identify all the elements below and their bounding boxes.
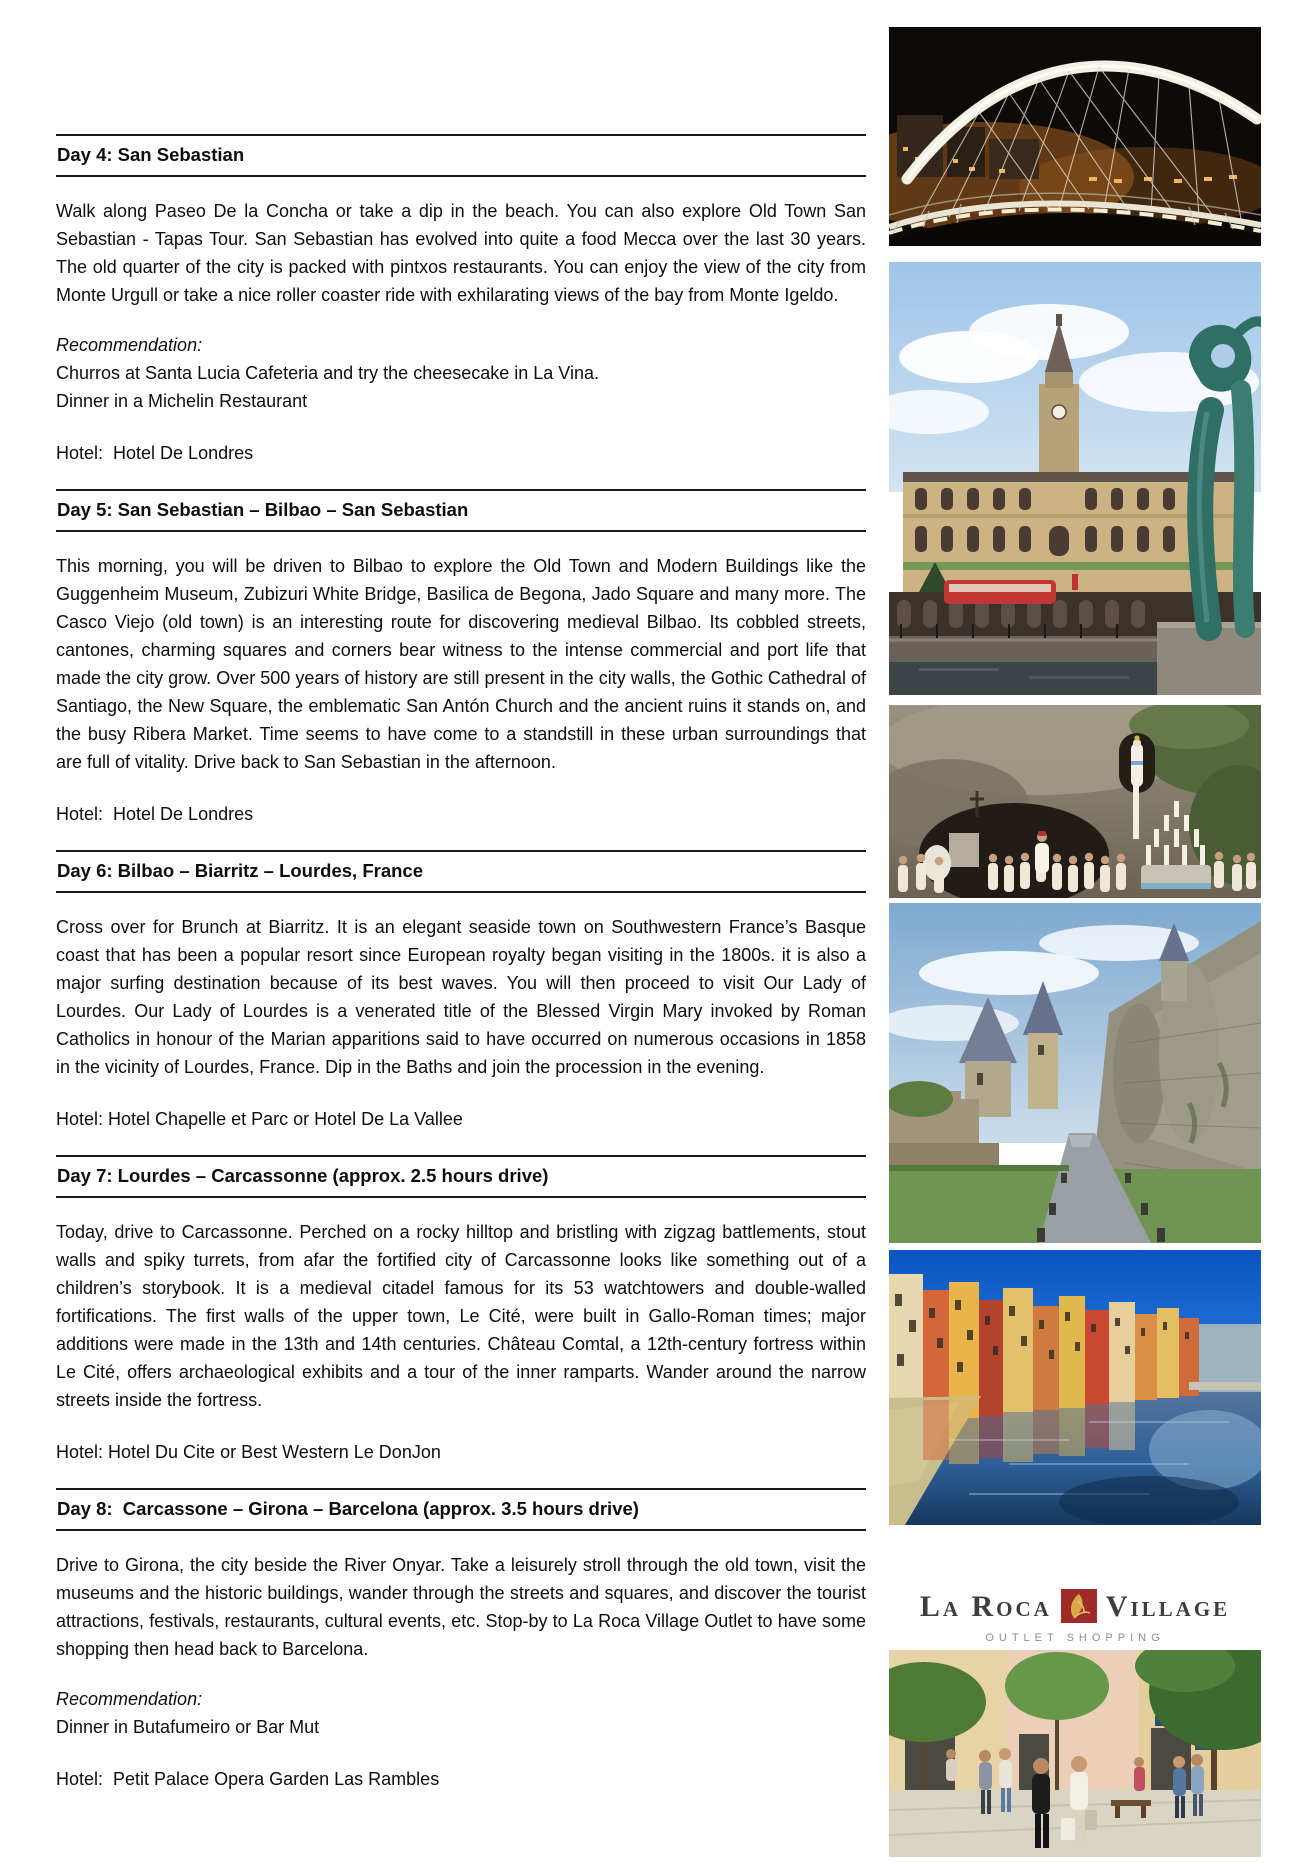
laroca-tagline: OUTLET SHOPPING xyxy=(985,1632,1165,1644)
day-8-hotel: Hotel: Petit Palace Opera Garden Las Rambles xyxy=(56,1769,440,1789)
day-6-hotel: Hotel: Hotel Chapelle et Parc or Hotel De La Vallee xyxy=(56,1109,463,1129)
day-5-section xyxy=(56,489,866,828)
day-8-section xyxy=(56,1488,866,1793)
laroca-wordmark-right: Village xyxy=(1105,1590,1231,1623)
day-4-description: Walk along Paseo De la Concha or take a dip in the beach. You can also explore Old Town San Sebastian - Tapas Tour. San Sebastian has evolved into quite a food Mecca over the last 30 years. The old quarter of the city is packed with pintxos restaurants. You can enjoy the view of the city from Monte Urgull or take a nice roller coaster ride with exhilarating views of the bay from Monte Igeldo. xyxy=(56,201,866,305)
day-8-description: Drive to Girona, the city beside the River Onyar. Take a leisurely stroll through the old town, visit the museums and the historic buildings, wander through the streets and squares, and discover the tourist attractions, festivals, restaurants, cultural events, etc. Stop-by to La Roca Village Outlet to have some shopping then head back to Barcelona. xyxy=(56,1555,866,1659)
day-4-section xyxy=(56,134,866,467)
day-4-header: Day 4: San Sebastian xyxy=(56,134,866,177)
photo-bilbao-city-hall-sculpture xyxy=(889,262,1261,695)
day-5-hotel: Hotel: Hotel De Londres xyxy=(56,804,254,824)
day-7-section xyxy=(56,1155,866,1466)
day-8-recommendation xyxy=(56,1685,866,1741)
photo-laroca-shopping-street xyxy=(889,1650,1261,1857)
recommendation-line: Dinner in Butafumeiro or Bar Mut xyxy=(56,1717,320,1737)
day-7-description: Today, drive to Carcassonne. Perched on a rocky hilltop and bristling with zigzag battlements, stout walls and spiky turrets, from afar the fortified city of Carcassonne looks like something out of a children’s storybook. It is a medieval citadel famous for its 53 watchtowers and double-walled fortifications. The first walls of the upper town, Le Cité, were built in Gallo-Roman times; major additions were made in the 13th and 14th centuries. Château Comtal, a 12th-century fortress within Le Cité, offers archaeological exhibits and a tour of the inner ramparts. Wander around the narrow streets inside the fortress. xyxy=(56,1222,866,1410)
day-5-description: This morning, you will be driven to Bilbao to explore the Old Town and Modern Buildings like the Guggenheim Museum, Zubizuri White Bridge, Basilica de Begona, Jado Square and many more. The Casco Viejo (old town) is an interesting route for discovering medieval Bilbao. Its cobbled streets, cantones, charming squares and corners bear witness to the intense commercial and port life that made the city grow. Over 500 years of history are still present in the city walls, the Gothic Cathedral of Santiago, the New Square, the emblematic San Antón Church and the ancient ruins it stands on, and the busy Ribera Market. Time seems to have come to a standstill in these urban surroundings that are full of vitality. Drive back to San Sebastian in the afternoon. xyxy=(56,556,866,772)
day-7-hotel: Hotel: Hotel Du Cite or Best Western Le DonJon xyxy=(56,1442,441,1462)
day-4-recommendation xyxy=(56,331,866,415)
photo-girona-river-houses xyxy=(889,1250,1261,1525)
itinerary-text-column xyxy=(56,0,866,1793)
laroca-emblem-icon xyxy=(1061,1589,1097,1625)
day-6-section xyxy=(56,850,866,1133)
recommendation-label: Recommendation: xyxy=(56,335,203,355)
photo-carcassonne-walls xyxy=(889,903,1261,1243)
day-8-header: Day 8: Carcassone – Girona – Barcelona (approx. 3.5 hours drive) xyxy=(56,1488,866,1531)
recommendation-line: Churros at Santa Lucia Cafeteria and try the cheesecake in La Vina. xyxy=(56,363,599,383)
photo-lourdes-grotto-procession xyxy=(889,705,1261,898)
day-5-header: Day 5: San Sebastian – Bilbao – San Sebastian xyxy=(56,489,866,532)
laroca-wordmark-left: La Roca xyxy=(919,1590,1052,1623)
day-7-header: Day 7: Lourdes – Carcassonne (approx. 2.5 hours drive) xyxy=(56,1155,866,1198)
photo-zubizuri-bridge-night xyxy=(889,27,1261,246)
laroca-logo xyxy=(889,1525,1261,1650)
day-6-description: Cross over for Brunch at Biarritz. It is an elegant seaside town on Southwestern France’s Basque coast that has been a popular resort since European royalty began visiting in the 1800s. it is also a major surfing destination because of its best waves. You will then proceed to visit Our Lady of Lourdes. Our Lady of Lourdes is a venerated title of the Blessed Virgin Mary invoked by Roman Catholics in honour of the Marian apparitions said to have occurred on numerous occasions in 1858 in the vicinity of Lourdes, France. Dip in the Baths and join the procession in the evening. xyxy=(56,917,866,1077)
day-6-header: Day 6: Bilbao – Biarritz – Lourdes, France xyxy=(56,850,866,893)
laroca-wordmark xyxy=(920,1589,1230,1625)
recommendation-label: Recommendation: xyxy=(56,1689,203,1709)
day-4-hotel: Hotel: Hotel De Londres xyxy=(56,443,254,463)
recommendation-line: Dinner in a Michelin Restaurant xyxy=(56,391,308,411)
